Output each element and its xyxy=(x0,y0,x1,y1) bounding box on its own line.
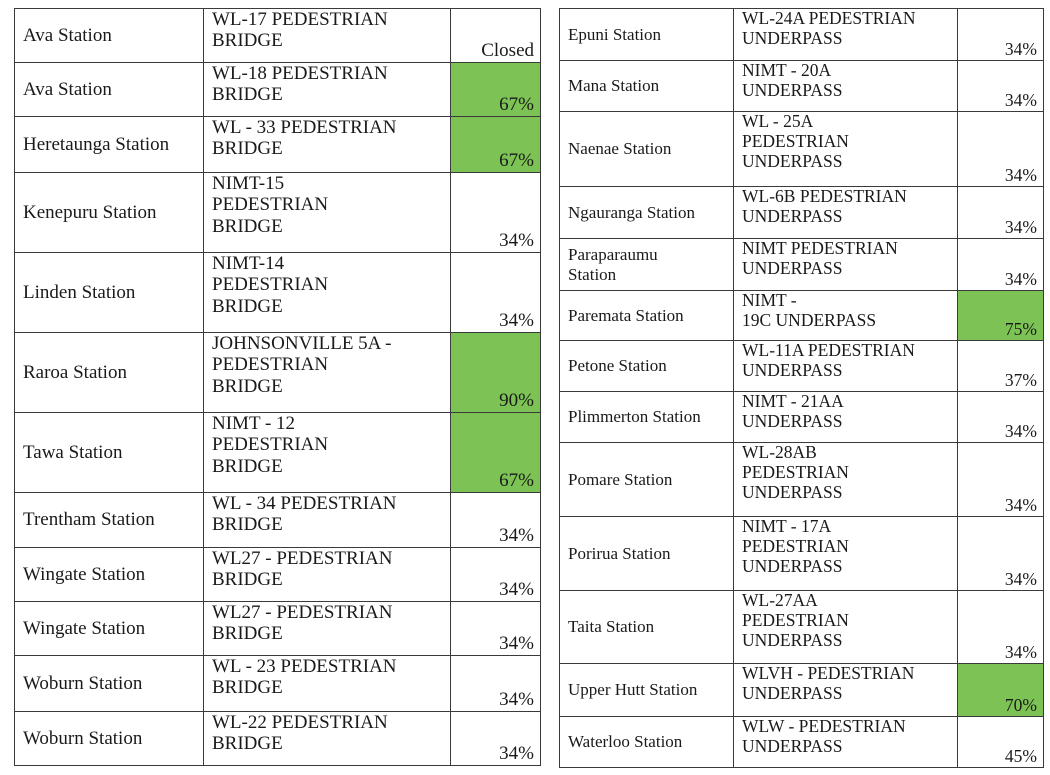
station-cell xyxy=(15,333,204,413)
structure-cell xyxy=(734,341,958,392)
structure-line: UNDERPASS xyxy=(742,629,843,650)
station-cell xyxy=(15,656,204,712)
structure-line: UNDERPASS xyxy=(742,481,843,502)
station-cell xyxy=(15,9,204,63)
structure-line: WL-11A PEDESTRIAN xyxy=(742,340,915,360)
station-name: Porirua Station xyxy=(568,543,671,563)
station-cell xyxy=(560,664,734,717)
structure-line: UNDERPASS xyxy=(742,257,843,278)
station-cell xyxy=(15,413,204,493)
station-cell xyxy=(560,291,734,341)
structure-cell xyxy=(734,517,958,591)
structure-line: BRIDGE xyxy=(212,623,283,645)
structure-cell xyxy=(204,9,451,63)
structure-line: BRIDGE xyxy=(212,569,283,591)
status-value: 34% xyxy=(451,712,541,766)
structure-line: PEDESTRIAN xyxy=(742,461,849,482)
station-name: Plimmerton Station xyxy=(568,407,701,426)
structure-cell xyxy=(204,413,451,493)
station-cell xyxy=(560,112,734,187)
structure-line: WL-28AB xyxy=(742,442,817,462)
status-value-highlighted: 67% xyxy=(451,413,541,493)
station-cell xyxy=(15,712,204,766)
station-name: Raroa Station xyxy=(23,361,127,383)
structure-cell xyxy=(734,187,958,239)
table-row xyxy=(15,656,541,712)
station-cell xyxy=(560,443,734,517)
structure-line: NIMT - xyxy=(742,290,797,310)
structure-line: BRIDGE xyxy=(212,84,283,106)
table-row xyxy=(15,253,541,333)
structure-line: WL - 34 PEDESTRIAN xyxy=(212,493,397,514)
structure-cell xyxy=(204,656,451,712)
table-row xyxy=(560,341,1044,392)
structure-line: WL-22 PEDESTRIAN xyxy=(212,712,388,733)
status-value: 34% xyxy=(958,187,1044,239)
status-value: 37% xyxy=(958,341,1044,392)
table-row xyxy=(560,717,1044,768)
structure-line: WLVH - PEDESTRIAN xyxy=(742,663,915,683)
structure-cell xyxy=(204,173,451,253)
station-cell xyxy=(15,548,204,602)
station-cell xyxy=(560,9,734,61)
structure-line: WL27 - PEDESTRIAN xyxy=(212,548,393,569)
status-value: 34% xyxy=(958,443,1044,517)
status-value: 34% xyxy=(451,253,541,333)
table-row xyxy=(560,291,1044,341)
table-row xyxy=(15,117,541,173)
structure-line: PEDESTRIAN xyxy=(742,609,849,630)
table-row xyxy=(560,239,1044,291)
station-name: Ava Station xyxy=(23,24,112,46)
station-name: Linden Station xyxy=(23,281,136,303)
structure-line: JOHNSONVILLE 5A - xyxy=(212,333,392,354)
table-row xyxy=(15,333,541,413)
status-value-highlighted: 90% xyxy=(451,333,541,413)
station-name: Station xyxy=(568,264,617,284)
status-value: 34% xyxy=(958,61,1044,112)
station-name: Pomare Station xyxy=(568,469,673,489)
structure-line: PEDESTRIAN xyxy=(212,434,329,456)
structure-line: NIMT-14 xyxy=(212,253,285,274)
station-name: Tawa Station xyxy=(23,441,123,463)
structure-line: WL-17 PEDESTRIAN xyxy=(212,9,388,30)
table-row xyxy=(560,517,1044,591)
station-name: Paremata Station xyxy=(568,305,684,325)
structure-cell xyxy=(204,493,451,548)
structure-cell xyxy=(204,253,451,333)
structure-line: UNDERPASS xyxy=(742,682,843,703)
structure-line: 19C UNDERPASS xyxy=(742,309,877,330)
station-name: Kenepuru Station xyxy=(23,201,157,223)
structure-line: BRIDGE xyxy=(212,375,283,397)
table-row xyxy=(15,413,541,493)
station-cell xyxy=(15,253,204,333)
structure-line: WL27 - PEDESTRIAN xyxy=(212,602,393,623)
table-row xyxy=(560,187,1044,239)
structure-cell xyxy=(734,591,958,664)
right-table-body xyxy=(560,9,1044,768)
status-value: 34% xyxy=(958,591,1044,664)
right-table xyxy=(559,8,1044,768)
structure-cell xyxy=(204,117,451,173)
structure-line: WL - 23 PEDESTRIAN xyxy=(212,656,397,677)
station-name: Trentham Station xyxy=(23,509,155,530)
structure-line: BRIDGE xyxy=(212,138,283,160)
station-cell xyxy=(15,493,204,548)
table-row xyxy=(15,9,541,63)
structure-line: BRIDGE xyxy=(212,295,283,317)
station-cell xyxy=(560,517,734,591)
status-value: 45% xyxy=(958,717,1044,768)
status-value: 34% xyxy=(451,493,541,548)
structure-line: NIMT-15 xyxy=(212,173,285,194)
station-name: Petone Station xyxy=(568,356,667,375)
station-name: Woburn Station xyxy=(23,727,143,749)
structure-line: UNDERPASS xyxy=(742,205,843,226)
structure-line: NIMT PEDESTRIAN xyxy=(742,238,898,258)
structure-line: WL - 25A xyxy=(742,111,814,131)
structure-line: BRIDGE xyxy=(212,733,283,755)
status-value: 34% xyxy=(958,392,1044,443)
structure-line: BRIDGE xyxy=(212,215,283,237)
structure-line: WL-24A PEDESTRIAN xyxy=(742,8,916,28)
table-row xyxy=(15,548,541,602)
structure-line: NIMT - 17A xyxy=(742,516,832,536)
structure-line: WLW - PEDESTRIAN xyxy=(742,716,906,736)
structure-line: PEDESTRIAN xyxy=(212,354,329,376)
station-name: Paraparaumu xyxy=(568,244,658,264)
structure-cell xyxy=(204,63,451,117)
table-row xyxy=(15,712,541,766)
structure-line: UNDERPASS xyxy=(742,150,843,171)
status-value: 34% xyxy=(451,548,541,602)
structure-cell xyxy=(734,112,958,187)
station-cell xyxy=(15,117,204,173)
structure-cell xyxy=(204,602,451,656)
station-name: Mana Station xyxy=(568,76,660,95)
station-name: Ava Station xyxy=(23,78,112,100)
station-cell xyxy=(15,63,204,117)
structure-line: UNDERPASS xyxy=(742,79,843,100)
structure-line: UNDERPASS xyxy=(742,735,843,756)
station-cell xyxy=(560,392,734,443)
station-cell xyxy=(560,341,734,392)
status-value: 34% xyxy=(451,656,541,712)
station-cell xyxy=(560,61,734,112)
structure-line: UNDERPASS xyxy=(742,555,843,576)
structure-line: BRIDGE xyxy=(212,30,283,52)
status-value-highlighted: 70% xyxy=(958,664,1044,717)
status-value: 34% xyxy=(958,112,1044,187)
station-cell xyxy=(15,602,204,656)
status-value: 34% xyxy=(958,239,1044,291)
table-row xyxy=(560,9,1044,61)
structure-line: WL-27AA xyxy=(742,590,818,610)
table-row xyxy=(15,173,541,253)
status-value-highlighted: 67% xyxy=(451,117,541,173)
left-table xyxy=(14,8,541,766)
structure-cell xyxy=(734,9,958,61)
structure-line: WL-6B PEDESTRIAN xyxy=(742,186,907,206)
table-row xyxy=(560,392,1044,443)
structure-cell xyxy=(734,291,958,341)
structure-line: PEDESTRIAN xyxy=(742,130,849,151)
table-row xyxy=(15,63,541,117)
station-name: Waterloo Station xyxy=(568,732,683,751)
table-row xyxy=(560,61,1044,112)
table-row xyxy=(560,443,1044,517)
station-name: Heretaunga Station xyxy=(23,133,170,155)
station-name: Taita Station xyxy=(568,617,655,636)
structure-line: PEDESTRIAN xyxy=(212,274,329,296)
station-name: Ngauranga Station xyxy=(568,202,695,222)
structure-line: NIMT - 21AA xyxy=(742,391,844,411)
structure-cell xyxy=(204,333,451,413)
structure-cell xyxy=(204,548,451,602)
table-row xyxy=(15,493,541,548)
station-cell xyxy=(15,173,204,253)
station-cell xyxy=(560,717,734,768)
station-name: Woburn Station xyxy=(23,672,143,694)
station-name: Upper Hutt Station xyxy=(568,680,698,699)
station-name: Wingate Station xyxy=(23,617,146,639)
structure-cell xyxy=(734,664,958,717)
structure-line: NIMT - 20A xyxy=(742,60,832,80)
station-name: Naenae Station xyxy=(568,139,672,158)
status-value: 34% xyxy=(958,517,1044,591)
station-cell xyxy=(560,591,734,664)
structure-cell xyxy=(734,239,958,291)
structure-line: UNDERPASS xyxy=(742,359,843,380)
structure-cell xyxy=(204,712,451,766)
left-table-body xyxy=(15,9,541,766)
table-row xyxy=(560,591,1044,664)
structure-line: PEDESTRIAN xyxy=(742,535,849,556)
structure-line: UNDERPASS xyxy=(742,410,843,431)
structure-cell xyxy=(734,392,958,443)
structure-line: NIMT - 12 xyxy=(212,413,296,434)
structure-line: BRIDGE xyxy=(212,677,283,699)
structure-cell xyxy=(734,61,958,112)
status-value: 34% xyxy=(958,9,1044,61)
status-value-highlighted: 67% xyxy=(451,63,541,117)
structure-line: BRIDGE xyxy=(212,514,283,536)
station-cell xyxy=(560,239,734,291)
table-row xyxy=(560,112,1044,187)
structure-line: PEDESTRIAN xyxy=(212,194,329,216)
structure-line: WL-18 PEDESTRIAN xyxy=(212,63,388,84)
station-cell xyxy=(560,187,734,239)
status-value: 34% xyxy=(451,173,541,253)
structure-line: BRIDGE xyxy=(212,455,283,477)
station-name: Epuni Station xyxy=(568,24,662,44)
table-row xyxy=(15,602,541,656)
structure-line: UNDERPASS xyxy=(742,27,843,48)
table-row xyxy=(560,664,1044,717)
status-value-highlighted: 75% xyxy=(958,291,1044,341)
structure-cell xyxy=(734,443,958,517)
structure-cell xyxy=(734,717,958,768)
station-name: Wingate Station xyxy=(23,563,146,585)
structure-line: WL - 33 PEDESTRIAN xyxy=(212,117,397,138)
status-value: Closed xyxy=(451,9,541,63)
status-value: 34% xyxy=(451,602,541,656)
